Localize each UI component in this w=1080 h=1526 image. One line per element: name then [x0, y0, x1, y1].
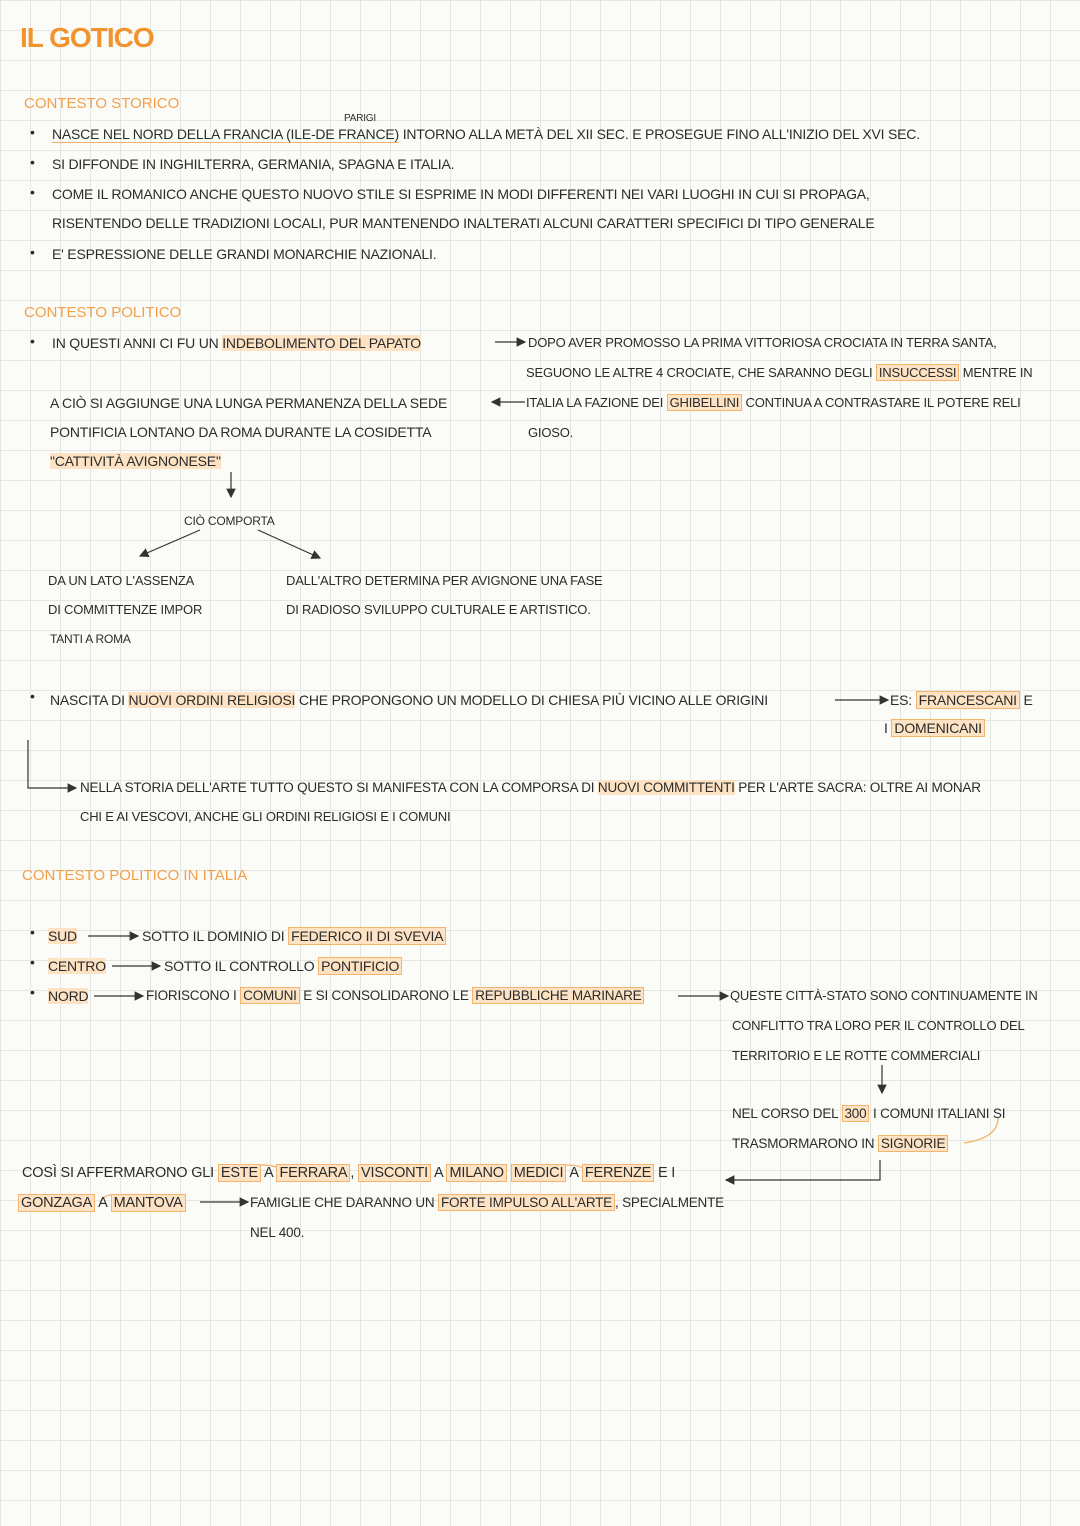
federico-box: FEDERICO II DI SVEVIA: [288, 927, 446, 945]
a-label: A: [98, 1195, 107, 1211]
milano-box: MILANO: [446, 1164, 506, 1182]
nord-row: [48, 988, 88, 1004]
sud-row: [48, 928, 77, 944]
trecento-box: 300: [842, 1105, 870, 1122]
nuovi-ordini-highlight: NUOVI ORDINI RELIGIOSI: [128, 692, 296, 708]
annotation-parigi: PARIGI: [344, 113, 376, 124]
examples: [890, 692, 1033, 708]
bullet: •: [30, 688, 35, 704]
left-consequence-2: DI COMMITTENZE IMPOR: [48, 602, 203, 617]
bullet: •: [30, 184, 35, 200]
avignone-line-3: [50, 453, 221, 469]
signorie-line-1-a: NEL CORSO DEL: [732, 1106, 838, 1121]
comuni-box: COMUNI: [240, 987, 300, 1004]
famiglie-line-1: COSÌ SI AFFERMARONO GLI ESTE A FERRARA , VISCONTI A MILANO MEDICI A FERENZE E I: [22, 1165, 676, 1181]
mantova-box: MANTOVA: [111, 1194, 186, 1212]
section-heading-storico: CONTESTO STORICO: [24, 95, 180, 112]
sud-desc: [142, 928, 446, 944]
papato-right-line-2-a: SEGUONO LE ALTRE 4 CROCIATE, CHE SARANNO DEGLI: [526, 365, 873, 380]
es-label: ES:: [890, 692, 912, 708]
signorie-line-1-c: I COMUNI ITALIANI SI: [873, 1106, 1006, 1121]
politico-point-1-highlight: INDEBOLIMENTO DEL PAPATO: [222, 335, 422, 351]
centro-row: [48, 958, 106, 974]
firenze-box: FERENZE: [582, 1164, 654, 1182]
citta-stato-2: CONFLITTO TRA LORO PER IL CONTROLLO DEL: [732, 1018, 1025, 1033]
sud-desc-text: SOTTO IL DOMINIO DI: [142, 928, 285, 944]
bullet: •: [30, 924, 35, 940]
papato-right-line-2: [526, 365, 1032, 380]
nuovi-committenti-highlight: NUOVI COMMITTENTI: [597, 780, 735, 795]
visconti-box: VISCONTI: [358, 1164, 431, 1182]
bullet: •: [30, 984, 35, 1000]
ghibellini-box: GHIBELLINI: [667, 394, 743, 411]
politico-point-1-a: IN QUESTI ANNI CI FU UN: [52, 335, 219, 351]
storico-bullet-3-line-1: COME IL ROMANICO ANCHE QUESTO NUOVO STILE SI ESPRIME IN MODI DIFFERENTI NEI VARI LUOGHI IN CUI SI PROPAGA,: [52, 186, 870, 202]
a-label: A: [433, 1165, 443, 1181]
politico-point-2-a: NASCITA DI: [50, 692, 125, 708]
sud-label: SUD: [48, 928, 77, 944]
nord-desc-1: FIORISCONO I: [146, 988, 237, 1003]
arte-line-1-a: NELLA STORIA DELL'ARTE TUTTO QUESTO SI MANIFESTA CON LA COMPORSA DI: [80, 780, 595, 795]
famiglie-line-2: [18, 1195, 186, 1211]
famiglie-desc-4: NEL 400.: [250, 1225, 305, 1240]
cattivita-avignonese: "CATTIVITÀ AVIGNONESE": [50, 453, 221, 469]
e-label: E: [1023, 692, 1033, 708]
left-consequence-3: TANTI A ROMA: [50, 632, 131, 646]
arte-line-1-c: PER L'ARTE SACRA: OLTRE AI MONAR: [738, 780, 981, 795]
nord-label: NORD: [48, 988, 89, 1004]
arte-line-2: CHI E AI VESCOVI, ANCHE GLI ORDINI RELIGIOSI E I COMUNI: [80, 809, 451, 824]
francescani-box: FRANCESCANI: [916, 691, 1020, 709]
centro-desc-text: SOTTO IL CONTROLLO: [164, 958, 315, 974]
storico-bullet-4: E' ESPRESSIONE DELLE GRANDI MONARCHIE NAZIONALI.: [52, 246, 437, 262]
bullet: •: [30, 954, 35, 970]
signorie-line-1: [732, 1106, 1005, 1121]
storico-bullet-1-a: NASCE NEL NORD DELLA FRANCIA (ILE-DE FRANCE): [52, 126, 399, 142]
papato-right-line-4: GIOSO.: [528, 425, 574, 440]
politico-point-2-c: CHE PROPONGONO UN MODELLO DI CHIESA PIÙ VICINO ALLE ORIGINI: [298, 692, 768, 708]
famiglie-desc-1: FAMIGLIE CHE DARANNO UN: [250, 1195, 435, 1210]
avignone-line-2: PONTIFICIA LONTANO DA ROMA DURANTE LA COSIDETTA: [50, 424, 432, 440]
centro-desc: [164, 958, 402, 974]
papato-right-line-3-c: CONTINUA A CONTRASTARE IL POTERE RELI: [745, 395, 1021, 410]
arte-line-1: [80, 780, 981, 795]
este-box: ESTE: [218, 1164, 261, 1182]
papato-right-line-1: DOPO AVER PROMOSSO LA PRIMA VITTORIOSA CROCIATA IN TERRA SANTA,: [528, 335, 997, 350]
ferrara-box: FERRARA: [276, 1164, 350, 1182]
i-label: I: [884, 720, 888, 736]
examples-2: [884, 720, 985, 736]
famiglie-desc: [250, 1195, 724, 1210]
bullet: •: [30, 124, 35, 140]
right-consequence-1: DALL'ALTRO DETERMINA PER AVIGNONE UNA FASE: [286, 573, 603, 588]
politico-point-2: [50, 692, 768, 708]
signorie-line-2: [732, 1136, 948, 1151]
papato-right-line-3: [526, 395, 1021, 410]
centro-label: CENTRO: [48, 958, 106, 974]
citta-stato-1: QUESTE CITTÀ-STATO SONO CONTINUAMENTE IN: [730, 988, 1038, 1003]
section-heading-politico: CONTESTO POLITICO: [24, 304, 182, 321]
famiglie-line-1-a: COSÌ SI AFFERMARONO GLI: [22, 1165, 214, 1181]
domenicani-box: DOMENICANI: [891, 719, 984, 737]
bullet: •: [30, 154, 35, 170]
forte-impulso-box: FORTE IMPULSO ALL'ARTE: [438, 1194, 615, 1211]
citta-stato-3: TERRITORIO E LE ROTTE COMMERCIALI: [732, 1048, 981, 1063]
medici-box: MEDICI: [511, 1164, 567, 1182]
storico-bullet-3-line-2: RISENTENDO DELLE TRADIZIONI LOCALI, PUR MANTENENDO INALTERATI ALCUNI CARATTERI SPECIFICI DI TIPO GENERALE: [52, 215, 875, 231]
politico-point-1: [52, 335, 421, 351]
section-heading-italia: CONTESTO POLITICO IN ITALIA: [22, 867, 248, 884]
storico-bullet-2: SI DIFFONDE IN INGHILTERRA, GERMANIA, SPAGNA E ITALIA.: [52, 156, 455, 172]
page-title: IL GOTICO: [20, 22, 154, 53]
nord-desc: [146, 988, 644, 1003]
nord-desc-2: E SI CONSOLIDARONO LE: [303, 988, 469, 1003]
insuccessi-box: INSUCCESSI: [876, 364, 959, 381]
cio-comporta: CIÒ COMPORTA: [184, 514, 275, 528]
gonzaga-box: GONZAGA: [18, 1194, 95, 1212]
famiglie-desc-3: , SPECIALMENTE: [614, 1195, 724, 1210]
bullet: •: [30, 244, 35, 260]
left-consequence-1: DA UN LATO L'ASSENZA: [48, 573, 195, 588]
storico-bullet-1: [52, 126, 920, 142]
ei-label: E I: [657, 1165, 676, 1181]
storico-bullet-1-b: INTORNO ALLA METÀ DEL XII SEC. E PROSEGUE FINO ALL'INIZIO DEL XVI SEC.: [402, 126, 920, 142]
repubbliche-box: REPUBBLICHE MARINARE: [472, 987, 644, 1004]
papato-right-line-2-c: MENTRE IN: [962, 365, 1033, 380]
signorie-line-2-a: TRASMORMARONO IN: [732, 1136, 875, 1151]
a-label: A: [263, 1165, 273, 1181]
avignone-line-1: A CIÒ SI AGGIUNGE UNA LUNGA PERMANENZA DELLA SEDE: [50, 395, 448, 411]
bullet: •: [30, 333, 35, 349]
right-consequence-2: DI RADIOSO SVILUPPO CULTURALE E ARTISTICO.: [286, 602, 591, 617]
pontificio-box: PONTIFICIO: [318, 957, 402, 975]
papato-right-line-3-a: ITALIA LA FAZIONE DEI: [526, 395, 664, 410]
signorie-box: SIGNORIE: [878, 1135, 948, 1152]
a-label: A: [569, 1165, 578, 1181]
